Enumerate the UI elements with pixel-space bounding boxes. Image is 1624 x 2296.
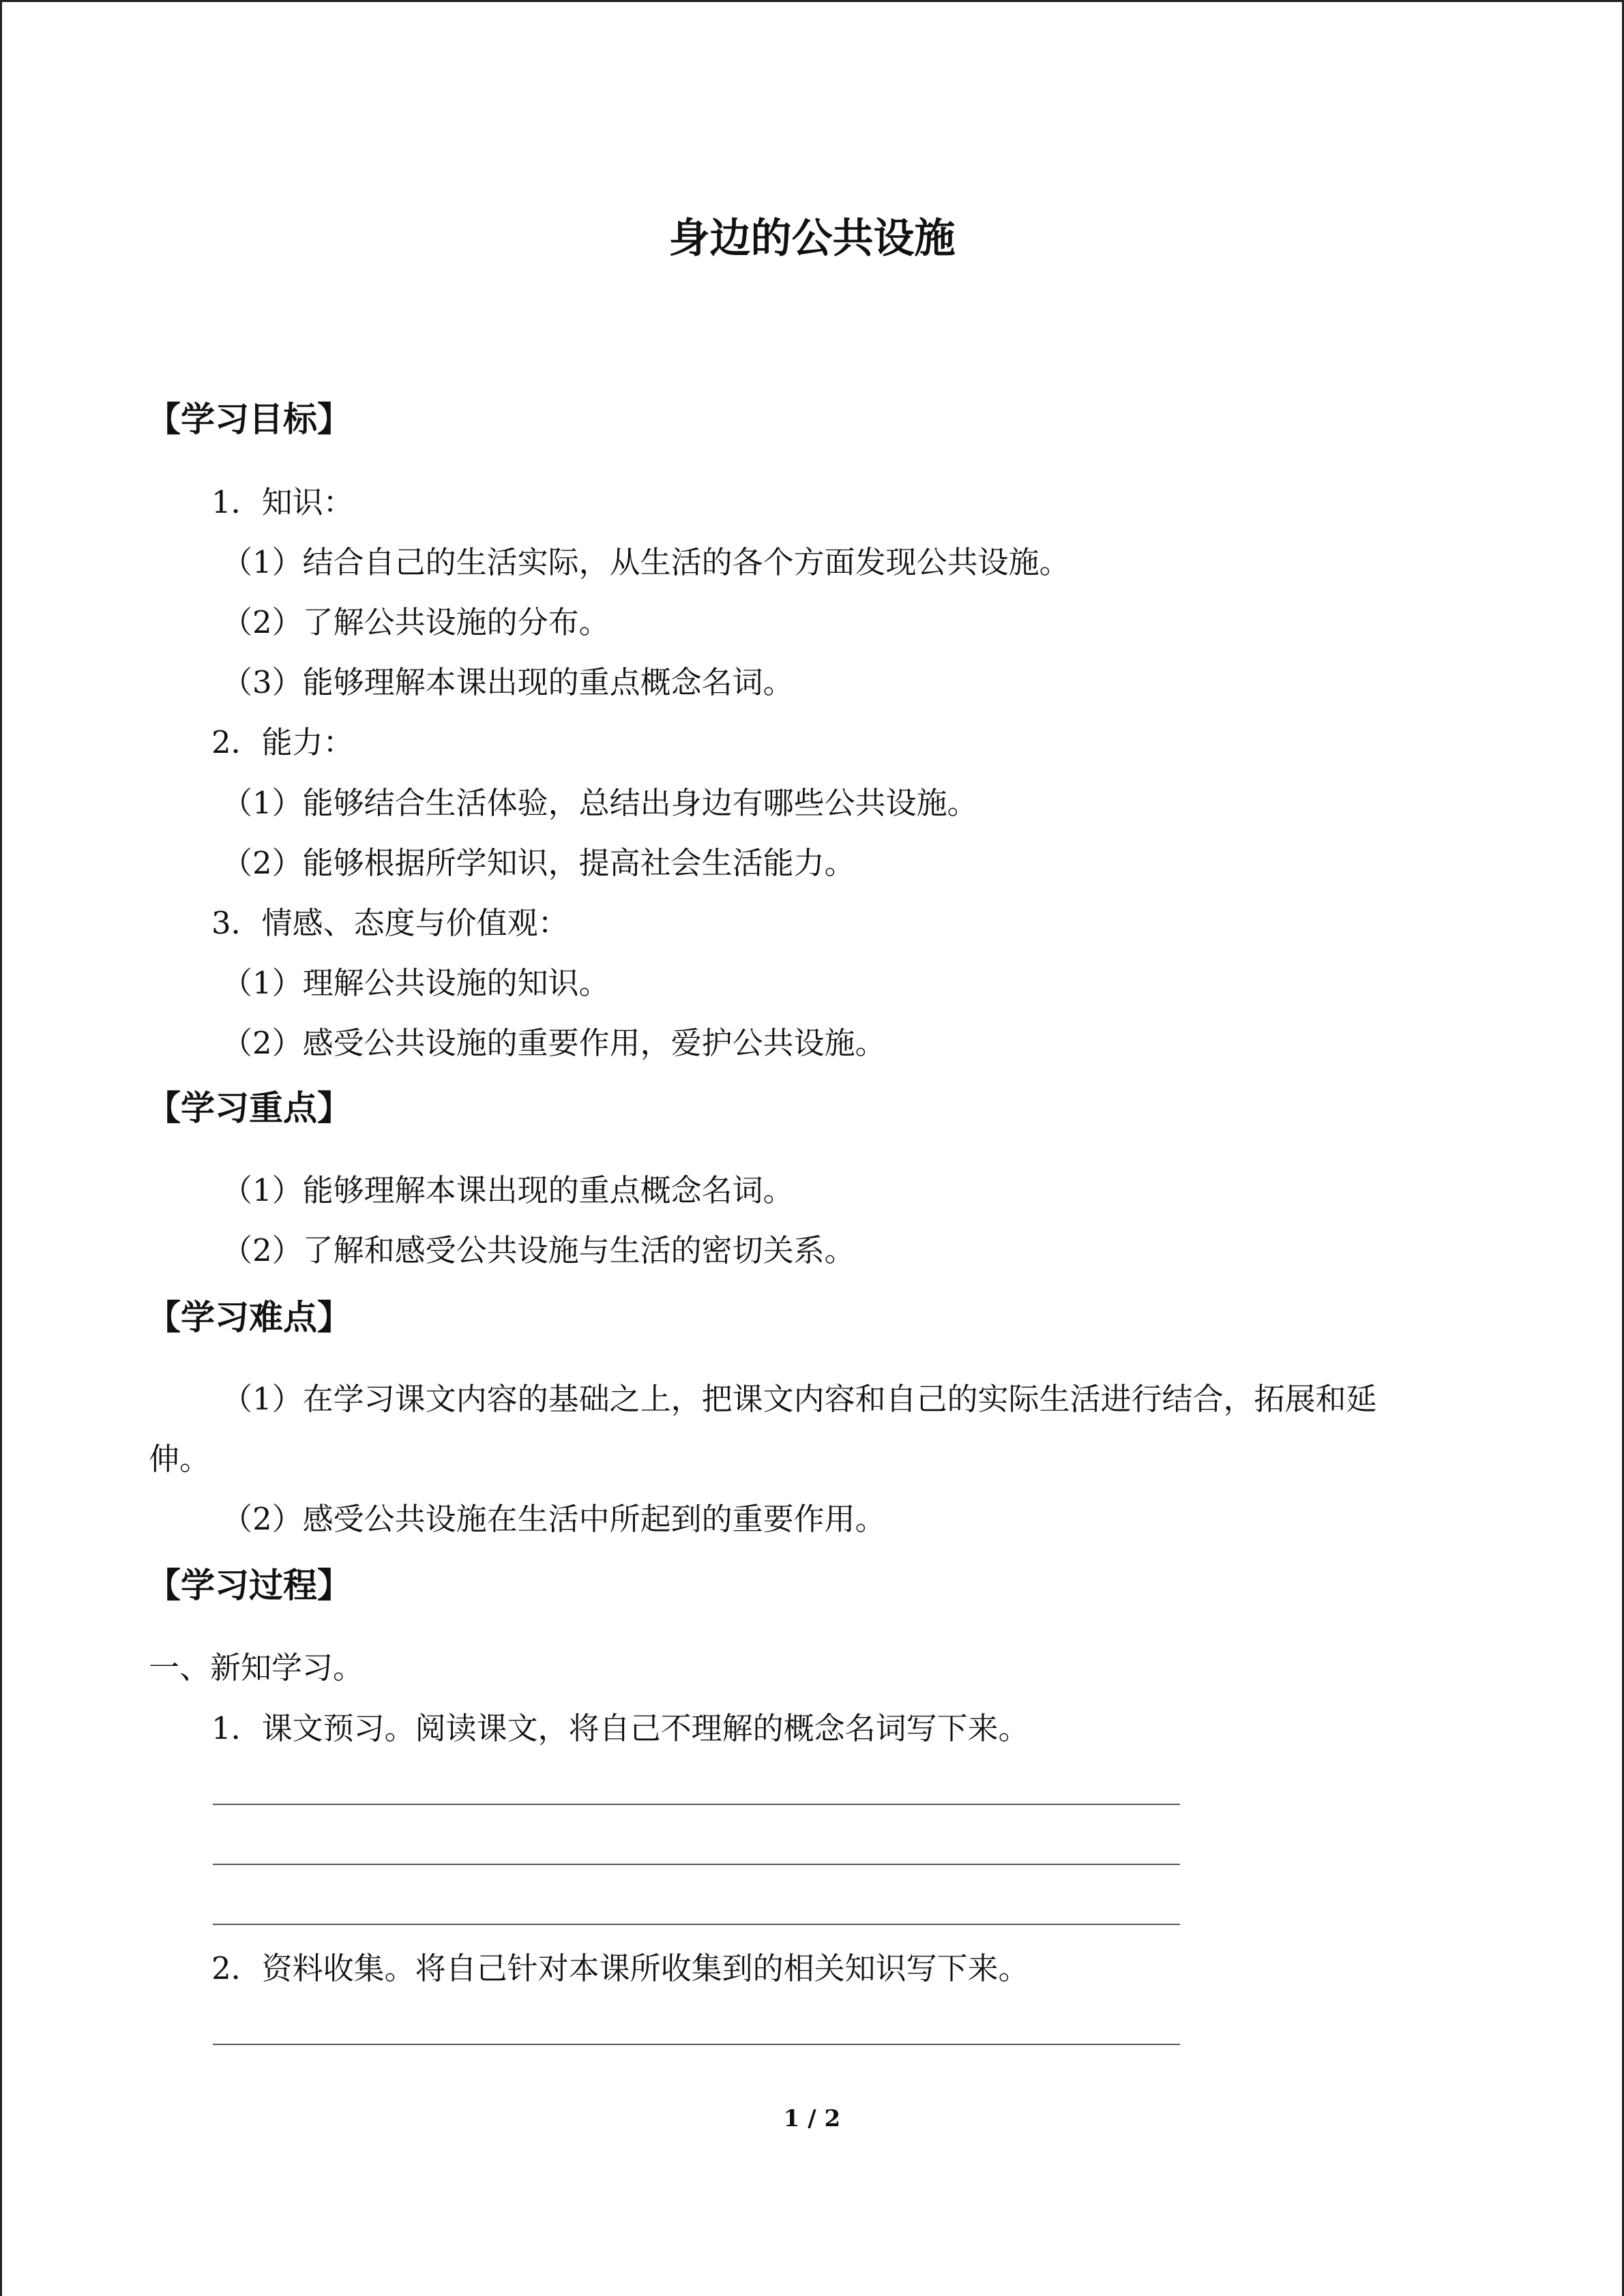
- goals-item: （3）能够理解本课出现的重点概念名词。: [222, 664, 794, 700]
- difficulties-item: （1）在学习课文内容的基础之上，把课文内容和自己的实际生活进行结合，拓展和延: [222, 1381, 1377, 1417]
- goals-item: 2．能力：: [211, 724, 354, 760]
- document-title: 身边的公共设施: [668, 215, 956, 263]
- process-item: 2．资料收集。将自己针对本课所收集到的相关知识写下来。: [211, 1950, 1029, 1986]
- answer-line[interactable]: [213, 1864, 1180, 1865]
- difficulties-item: （2）感受公共设施在生活中所起到的重要作用。: [222, 1501, 886, 1537]
- process-heading: 【学习过程】: [147, 1565, 351, 1605]
- difficulties-item: 伸。: [149, 1441, 211, 1477]
- difficulties-heading: 【学习难点】: [147, 1297, 351, 1337]
- goals-item: （1）能够结合生活体验，总结出身边有哪些公共设施。: [222, 785, 978, 821]
- answer-line[interactable]: [213, 1804, 1180, 1805]
- goals-item: （2）能够根据所学知识，提高社会生活能力。: [222, 845, 855, 881]
- answer-line[interactable]: [213, 1924, 1180, 1925]
- goals-item: （2）感受公共设施的重要作用，爱护公共设施。: [222, 1025, 886, 1061]
- goals-heading: 【学习目标】: [147, 399, 351, 439]
- key-points-item: （1）能够理解本课出现的重点概念名词。: [222, 1172, 794, 1208]
- page-number: 1 / 2: [783, 2105, 841, 2132]
- goals-item: 3．情感、态度与价值观：: [211, 905, 569, 941]
- answer-line[interactable]: [213, 2044, 1180, 2045]
- page-border-top: [0, 0, 1624, 2]
- page-border-left: [0, 0, 2, 2296]
- goals-item: 1．知识：: [211, 484, 354, 520]
- goals-item: （2）了解公共设施的分布。: [222, 604, 610, 640]
- goals-item: （1）结合自己的生活实际，从生活的各个方面发现公共设施。: [222, 544, 1070, 580]
- key-points-item: （2）了解和感受公共设施与生活的密切关系。: [222, 1232, 855, 1268]
- key-points-heading: 【学习重点】: [147, 1088, 351, 1128]
- process-item: 一、新知学习。: [149, 1650, 364, 1686]
- goals-item: （1）理解公共设施的知识。: [222, 965, 610, 1001]
- process-item: 1．课文预习。阅读课文，将自己不理解的概念名词写下来。: [211, 1710, 1029, 1746]
